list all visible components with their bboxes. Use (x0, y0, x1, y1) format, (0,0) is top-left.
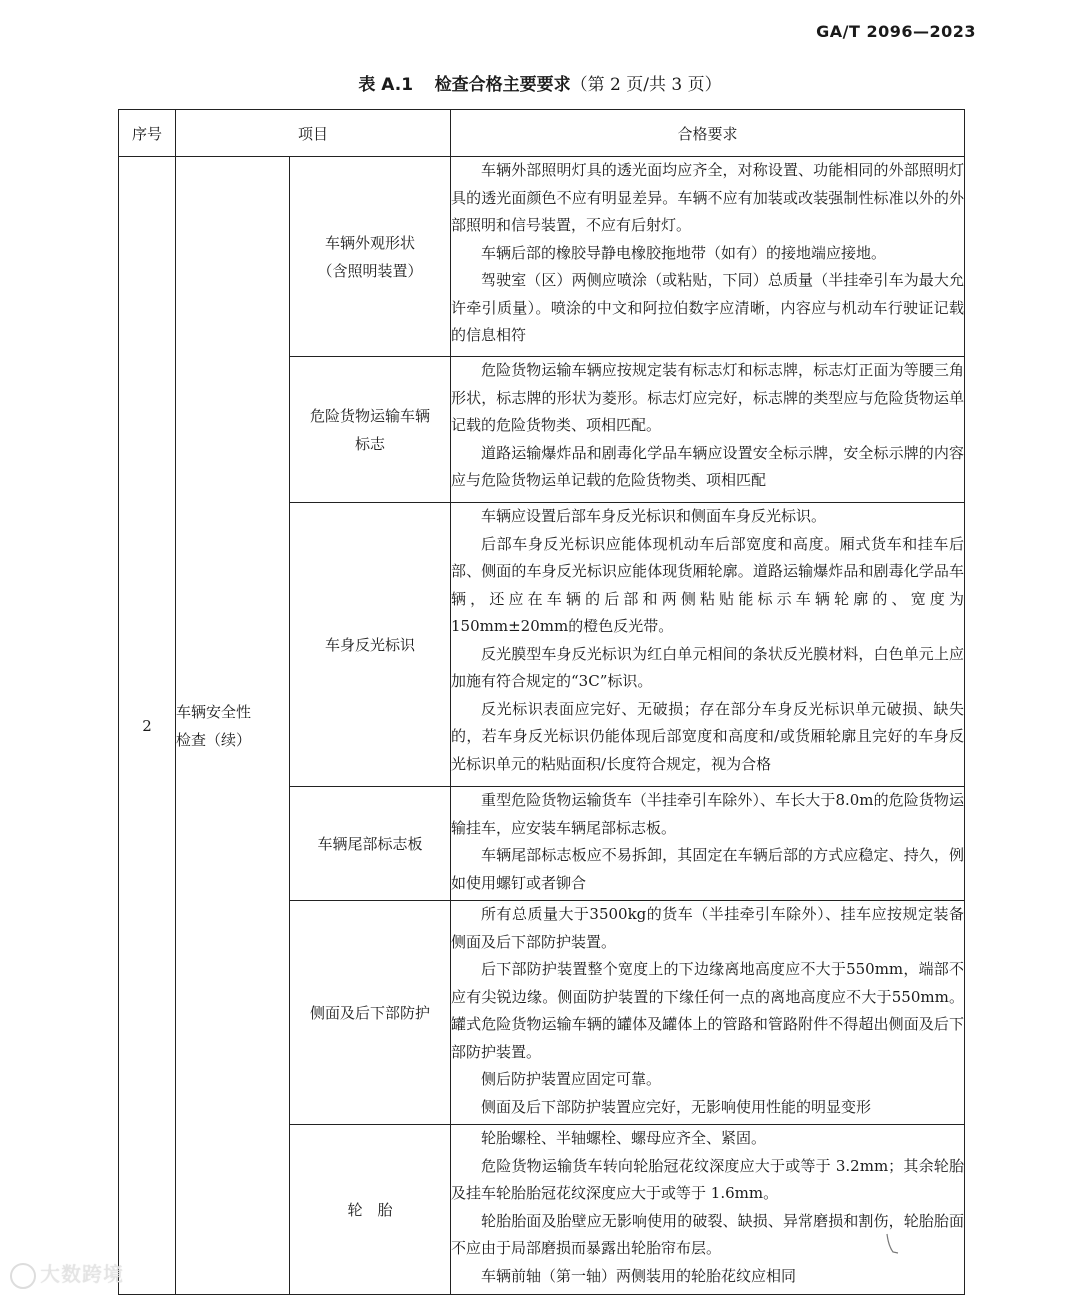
table-header-row (119, 110, 965, 157)
seq-number: 2 (119, 157, 176, 1295)
standard-code: GA/T 2096—2023 (816, 22, 976, 41)
sub-item-name (290, 157, 451, 357)
requirement-paragraph: 反光标识表面应完好、无破损；存在部分车身反光标识单元破损、缺失的，若车身反光标识仍能体现后部宽度和高度和/或货厢轮廓且完好的车身反光标识单元的粘贴面积/长度符合规定，视为合格 (451, 699, 965, 773)
table-number: 表 A.1 (358, 75, 414, 95)
requirement-paragraph: 危险货物运输车辆应按规定装有标志灯和标志牌，标志灯正面为等腰三角形状，标志牌的形状为菱形。标志灯应完好，标志牌的类型应与危险货物运单记载的危险货物类、项相匹配。 (451, 361, 965, 434)
header-requirement: 合格要求 (451, 110, 965, 157)
sub-item-line: 车辆尾部标志板 (317, 834, 423, 853)
table-row (119, 157, 965, 357)
requirement-paragraph: 驾驶室（区）两侧应喷涂（或粘贴，下同）总质量（半挂牵引车为最大允许牵引质量）。喷涂的中文和阿拉伯数字应清晰，内容应与机动车行驶证记载的信息相符 (451, 271, 965, 344)
sub-item-line: 轮 胎 (347, 1200, 393, 1219)
sub-item-name (290, 787, 451, 901)
requirement-paragraph: 车辆前轴（第一轴）两侧装用的轮胎花纹应相同 (481, 1266, 797, 1285)
sub-item-name (290, 357, 451, 503)
watermark-logo-icon (10, 1263, 36, 1289)
requirement-cell (451, 357, 965, 503)
sub-item-line: 车身反光标识 (325, 635, 416, 654)
sub-item-name (290, 1125, 451, 1295)
requirement-paragraph: 车辆尾部标志板应不易拆卸，其固定在车辆后部的方式应稳定、持久，例如使用螺钉或者铆合 (451, 846, 965, 892)
sub-item-line: 危险货物运输车辆 (310, 406, 431, 425)
table-title (0, 70, 1080, 95)
requirement-paragraph: 侧面及后下部防护装置应完好，无影响使用性能的明显变形 (481, 1097, 872, 1116)
requirement-cell (451, 503, 965, 787)
requirement-paragraph: 反光膜型车身反光标识为红白单元相间的条状反光膜材料，白色单元上应加施有符合规定的“3C”标识。 (451, 644, 965, 690)
requirement-paragraph: 车辆应设置后部车身反光标识和侧面车身反光标识。 (481, 507, 827, 525)
table-caption: 检查合格主要要求 (434, 75, 571, 95)
requirement-paragraph: 车辆外部照明灯具的透光面均应齐全，对称设置、功能相同的外部照明灯具的透光面颜色不应有明显差异。车辆不应有加装或改装强制性标准以外的外部照明和信号装置，不应有后射灯。 (451, 161, 965, 234)
requirement-paragraph: 侧后防护装置应固定可靠。 (481, 1070, 662, 1088)
header-item: 项目 (176, 110, 451, 157)
requirement-cell (451, 901, 965, 1125)
requirement-cell (451, 787, 965, 901)
sub-item-line: （含照明装置） (317, 261, 423, 280)
requirements-table (118, 109, 965, 1295)
sub-item-name (290, 901, 451, 1125)
watermark (10, 1258, 124, 1289)
watermark-text: 大数跨境 (40, 1262, 124, 1286)
requirement-paragraph: 道路运输爆炸品和剧毒化学品车辆应设置安全标示牌，安全标示牌的内容应与危险货物运单记载的危险货物类、项相匹配 (451, 443, 965, 489)
big-item-line: 车辆安全性 (176, 702, 252, 721)
sub-item-line: 标志 (355, 434, 386, 453)
big-item-name (176, 157, 290, 1295)
requirement-paragraph: 轮胎胎面及胎壁应无影响使用的破裂、缺损、异常磨损和割伤，轮胎胎面不应由于局部磨损而暴露出轮胎帘布层。 (451, 1211, 965, 1257)
requirement-paragraph: 轮胎螺栓、半轴螺栓、螺母应齐全、紧固。 (481, 1129, 767, 1147)
header-seq: 序号 (119, 110, 176, 157)
requirement-paragraph: 后下部防护装置整个宽度上的下边缘离地高度应不大于550mm，端部不应有尖锐边缘。侧面防护装置的下缘任何一点的离地高度应不大于550mm。罐式危险货物运输车辆的罐体及罐体上的管路和管路附件不得超出侧面及后下部防护装置。 (451, 960, 965, 1061)
sub-item-line: 侧面及后下部防护 (310, 1003, 431, 1022)
requirement-paragraph: 车辆后部的橡胶导静电橡胶拖地带（如有）的接地端应接地。 (481, 243, 887, 262)
requirement-paragraph: 后部车身反光标识应能体现机动车后部宽度和高度。厢式货车和挂车后部、侧面的车身反光标识应能体现货厢轮廓。道路运输爆炸品和剧毒化学品车辆，还应在车辆的后部和两侧粘贴能标示车辆轮廓的、宽度为150mm±20mm的橙色反光带。 (451, 534, 965, 635)
table-page-note: （第 2 页/共 3 页） (570, 75, 722, 95)
requirement-paragraph: 所有总质量大于3500kg的货车（半挂牵引车除外）、挂车应按规定装备侧面及后下部防护装置。 (451, 905, 965, 951)
requirement-cell (451, 1125, 965, 1295)
sub-item-name (290, 503, 451, 787)
pen-mark-icon (884, 1232, 904, 1258)
requirement-cell (451, 157, 965, 357)
big-item-line: 检查（续） (176, 730, 252, 749)
requirement-paragraph: 危险货物运输货车转向轮胎冠花纹深度应大于或等于 3.2mm；其余轮胎及挂车轮胎胎冠花纹深度应大于或等于 1.6mm。 (451, 1156, 965, 1202)
sub-item-line: 车辆外观形状 (325, 233, 416, 252)
requirement-paragraph: 重型危险货物运输货车（半挂牵引车除外）、车长大于8.0m的危险货物运输挂车，应安装车辆尾部标志板。 (451, 791, 965, 837)
